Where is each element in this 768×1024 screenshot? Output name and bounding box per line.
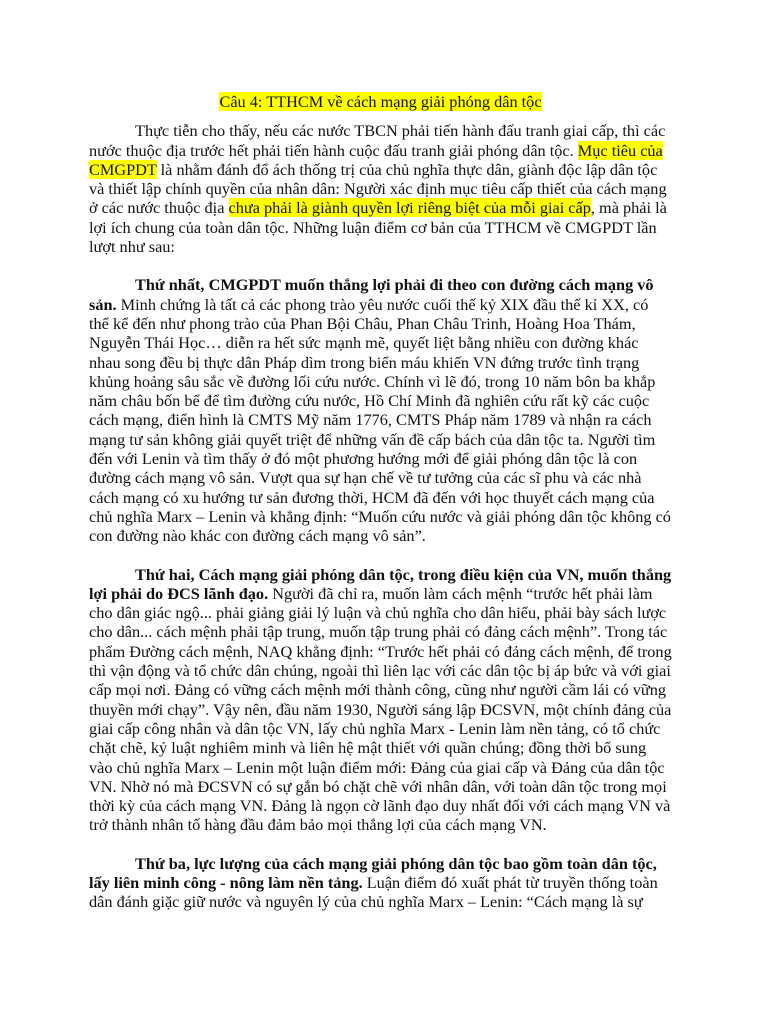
intro-highlight-goal: Mục tiêu của CMGPDT bbox=[89, 140, 663, 179]
point-three-heading: Thứ ba, lực lượng của cách mạng giải phóng dân tộc bao gồm toàn dân tộc, lấy liên minh công - nông làm nền tảng. bbox=[89, 853, 657, 892]
point-two-heading: Thứ hai, Cách mạng giải phóng dân tộc, trong điều kiện của VN, muốn thắng lợi phải do ĐCS lãnh đạo. bbox=[89, 564, 672, 603]
point-two-paragraph bbox=[89, 565, 672, 835]
point-one-text: Minh chứng là tất cả các phong trào yêu nước cuối thế kỷ XIX đầu thế kỉ XX, có thể kể đến như phong trào của Phan Bội Châu, Phan Châu Trinh, Hoàng Hoa Thám, Nguyễn Thái Học… diễn ra hết sức mạnh mẽ, quyết liệt bằng nhiều con đường khác nhau song đều bị thực dân Pháp dìm trong biển máu khiến VN đứng trước tình trạng khủng hoảng sâu sắc về đường lối cứu nước. Chính vì lẽ đó, trong 10 năm bôn ba khắp năm châu bốn bể để tìm đường cứu nước, Hồ Chí Minh đã nghiên cứu rất kỹ các cuộc cách mạng, điển hình là CMTS Mỹ năm 1776, CMTS Pháp năm 1789 và nhận ra cách mạng tư sản không giải quyết triệt để những vấn đề cấp bách của dân tộc ta. Người tìm đến với Lenin và tìm thấy ở đó một phương hướng mới để giải phóng dân tộc là con đường cách mạng vô sản. Vượt qua sự hạn chế về tư tưởng của các sĩ phu và các nhà cách mạng có xu hướng tư sản đương thời, HCM đã đến với học thuyết cách mạng của chủ nghĩa Marx – Lenin và khẳng định: “Muốn cứu nước và giải phóng dân tộc không có con đường nào khác con đường cách mạng vô sản”. bbox=[89, 294, 671, 546]
intro-paragraph bbox=[89, 121, 672, 256]
intro-highlight-interest: chưa phải là giành quyền lợi riêng biệt của mỗi giai cấp bbox=[228, 198, 591, 218]
point-one-heading: Thứ nhất, CMGPDT muốn thắng lợi phải đi theo con đường cách mạng vô sản. bbox=[89, 275, 654, 314]
point-three-text: Luận điểm đó xuất phát từ truyền thống toàn dân đánh giặc giữ nước và nguyên lý của chủ nghĩa Marx – Lenin: “Cách mạng là sự bbox=[89, 872, 658, 912]
title-highlight: Câu 4: TTHCM về cách mạng giải phóng dân tộc bbox=[219, 92, 542, 111]
intro-text-3: , mà phải là lợi ích chung của toàn dân tộc. Những luận điểm cơ bản của TTHCM về CMGPDT lần lượt như sau: bbox=[89, 198, 667, 257]
point-two-text: Người đã chỉ ra, muốn làm cách mệnh “trước hết phải làm cho dân giác ngộ... phải giảng giải lý luận và chủ nghĩa cho dân hiểu, phải bày sách lược cho dân... cách mệnh phải tập trung, muốn tập trung phải có đảng cách mệnh”. Trong tác phẩm Đường cách mệnh, NAQ khẳng định: “Trước hết phải có đảng cách mệnh, để trong thì vận động và tổ chức dân chúng, ngoài thì liên lạc với các dân tộc bị áp bức và với giai cấp mọi nơi. Đảng có vững cách mệnh mới thành công, cũng như người cầm lái có vững thuyền mới chạy”. Vậy nên, đầu năm 1930, Người sáng lập ĐCSVN, một chính đảng của giai cấp công nhân và dân tộc VN, lấy chủ nghĩa Marx - Lenin làm nền tảng, có tổ chức chặt chẽ, kỷ luật nghiêm minh và liên hệ mật thiết với quần chúng; đồng thời bổ sung vào chủ nghĩa Marx – Lenin một luận điểm mới: Đảng của giai cấp và Đảng của dân tộc VN. Nhờ nó mà ĐCSVN có sự gắn bó chặt chẽ với nhân dân, với toàn dân tộc trong mọi thời kỳ của cách mạng VN. Đảng là ngọn cờ lãnh đạo duy nhất đối với cách mạng VN và trở thành nhân tố hàng đầu đảm bảo mọi thắng lợi của cách mạng VN. bbox=[89, 583, 672, 835]
point-three-paragraph bbox=[89, 854, 672, 912]
intro-text-2: là nhằm đánh đổ ách thống trị của chủ nghĩa thực dân, giành độc lập dân tộc và thiết lập chính quyền của nhân dân: Người xác định mục tiêu cấp thiết của cách mạng ở các nước thuộc địa bbox=[89, 159, 667, 218]
point-one-paragraph bbox=[89, 275, 672, 545]
intro-text-1: Thực tiễn cho thấy, nếu các nước TBCN phải tiến hành đấu tranh giai cấp, thì các nước thuộc địa trước hết phải tiến hành cuộc đấu tranh giải phóng dân tộc. bbox=[89, 121, 666, 160]
document-title bbox=[89, 92, 672, 111]
